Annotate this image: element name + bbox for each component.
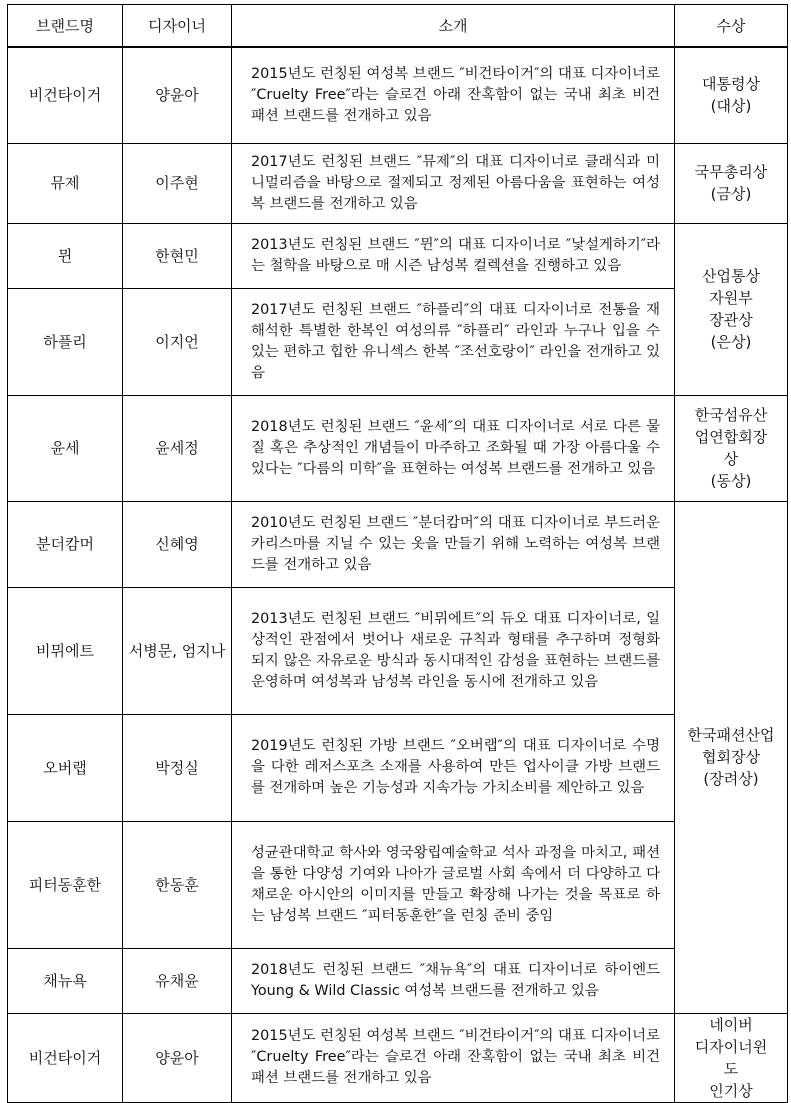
designer-cell: 윤세정	[123, 395, 232, 501]
awards-table	[7, 4, 788, 1103]
header-brand: 브랜드명	[8, 5, 123, 48]
intro-cell: 2013년도 런칭된 브랜드 ″비뮈에트″의 듀오 대표 디자이너로, 일상적인 관점에서 벗어나 새로운 규칙과 형태를 추구하며 정형화 되지 않은 자유로운 방식과 동시대적인 감성을 표현하는 브랜드를 운영하며 여성복과 남성복 라인을 동시에 전개하고 있음	[232, 587, 675, 714]
award-cell	[675, 223, 788, 395]
intro-cell: 2010년도 런칭된 브랜드 ″분더캄머″의 대표 디자이너로 부드러운 카리스마를 지닐 수 있는 옷을 만들기 위해 노력하는 여성복 브랜드를 전개하고 있음	[232, 501, 675, 587]
intro-cell: 2017년도 런칭된 브랜드 ″뮤제″의 대표 디자이너로 클래식과 미니멀리즘을 바탕으로 절제되고 정제된 아름다움을 표현하는 여성복 브랜드를 전개하고 있음	[232, 143, 675, 223]
table-row	[8, 714, 788, 821]
table-row	[8, 143, 788, 223]
header-designer: 디자이너	[123, 5, 232, 48]
brand-cell: 뮤제	[8, 143, 123, 223]
award-line: 도	[723, 1059, 739, 1078]
brand-cell: 뮌	[8, 223, 123, 288]
award-line: 한국패션산업	[687, 726, 775, 744]
intro-cell: 2018년도 런칭된 브랜드 ″채뉴욕″의 대표 디자이너로 하이엔드 Young & Wild Classic 여성복 브랜드를 전개하고 있음	[232, 948, 675, 1013]
award-line: (은상)	[710, 333, 752, 351]
designer-cell: 이지언	[123, 288, 232, 395]
award-line: 산업통상	[702, 267, 760, 285]
award-line: 상	[723, 450, 739, 468]
award-cell	[675, 47, 788, 143]
intro-cell: 2015년도 런칭된 여성복 브랜드 ″비건타이거″의 대표 디자이너로 ″Cruelty Free″라는 슬로건 아래 잔혹함이 없는 국내 최초 비건 패션 브랜드를 전개하고 있음	[232, 47, 675, 143]
award-line: 국무총리상	[694, 163, 768, 181]
intro-cell: 2013년도 런칭된 브랜드 ″뮌″의 대표 디자이너로 ″낯설게하기″라는 철학을 바탕으로 매 시즌 남성복 컬렉션을 진행하고 있음	[232, 223, 675, 288]
brand-cell: 비뮈에트	[8, 587, 123, 714]
table-row	[8, 948, 788, 1013]
award-cell	[675, 143, 788, 223]
intro-cell: 2018년도 런칭된 브랜드 ″윤세″의 대표 디자이너로 서로 다른 물질 혹은 추상적인 개념들이 마주하고 조화될 때 가장 아름다울 수 있다는 ″다름의 미학″을 표현하는 여성복 브랜드를 전개하고 있음	[232, 395, 675, 501]
award-cell	[675, 501, 788, 1013]
designer-cell: 이주현	[123, 143, 232, 223]
award-cell	[675, 395, 788, 501]
table-row	[8, 47, 788, 143]
award-line: 디자이너윈	[694, 1037, 768, 1056]
intro-cell: 2015년도 런칭된 여성복 브랜드 ″비건타이거″의 대표 디자이너로 ″Cruelty Free″라는 슬로건 아래 잔혹함이 없는 국내 최초 비건 패션 브랜드를 전개하고 있음	[232, 1013, 675, 1102]
award-line: 한국섬유산	[694, 406, 768, 424]
brand-cell: 비건타이거	[8, 1013, 123, 1102]
intro-cell: 2017년도 런칭된 브랜드 ″하플리″의 대표 디자이너로 전통을 재해석한 특별한 한복인 여성의류 ″하플리″ 라인과 누구나 입을 수 있는 편하고 힙한 유니섹스 한복 ″조선호랑이″ 라인을 전개하고 있음	[232, 288, 675, 395]
brand-cell: 채뉴욕	[8, 948, 123, 1013]
table-row	[8, 501, 788, 587]
award-line: 인기상	[709, 1081, 753, 1100]
award-line: (금상)	[710, 185, 752, 203]
brand-cell: 오버랩	[8, 714, 123, 821]
designer-cell: 박정실	[123, 714, 232, 821]
award-line: 협회장상	[702, 748, 760, 766]
award-line: 장관상	[709, 311, 753, 329]
table-row	[8, 223, 788, 288]
brand-cell: 하플리	[8, 288, 123, 395]
designer-cell: 서병문, 엄지나	[123, 587, 232, 714]
designer-cell: 한현민	[123, 223, 232, 288]
designer-cell: 한동훈	[123, 821, 232, 948]
table-row	[8, 821, 788, 948]
award-line: 자원부	[709, 289, 753, 307]
table-row	[8, 395, 788, 501]
table-row	[8, 1013, 788, 1102]
table-row	[8, 288, 788, 395]
intro-cell: 성균관대학교 학사와 영국왕립예술학교 석사 과정을 마치고, 패션을 통한 다양성 기여와 나아가 글로벌 사회 속에서 더 다양하고 다채로운 아시안의 이미지를 만들고 확장해 나가는 것을 목표로 하는 남성복 브랜드 ″피터동훈한″을 런칭 준비 중임	[232, 821, 675, 948]
header-intro: 소개	[232, 5, 675, 48]
award-line: 업연합회장	[694, 428, 768, 446]
header-row	[8, 5, 788, 48]
award-line: (동상)	[710, 472, 752, 490]
brand-cell: 윤세	[8, 395, 123, 501]
brand-cell: 피터동훈한	[8, 821, 123, 948]
award-line: (장려상)	[703, 770, 759, 788]
intro-cell: 2019년도 런칭된 가방 브랜드 ″오버랩″의 대표 디자이너로 수명을 다한 레저스포츠 소재를 사용하여 만든 업사이클 가방 브랜드를 전개하며 높은 기능성과 지속가능 가치소비를 제안하고 있음	[232, 714, 675, 821]
award-cell	[675, 1013, 788, 1102]
award-line: 네이버	[709, 1015, 753, 1034]
designer-cell: 양윤아	[123, 1013, 232, 1102]
designer-cell: 유채윤	[123, 948, 232, 1013]
table-row	[8, 587, 788, 714]
award-line: 대통령상	[702, 75, 760, 94]
award-line: (대상)	[710, 97, 752, 116]
designer-cell: 신혜영	[123, 501, 232, 587]
brand-cell: 비건타이거	[8, 47, 123, 143]
brand-cell: 분더캄머	[8, 501, 123, 587]
designer-cell: 양윤아	[123, 47, 232, 143]
header-award: 수상	[675, 5, 788, 48]
